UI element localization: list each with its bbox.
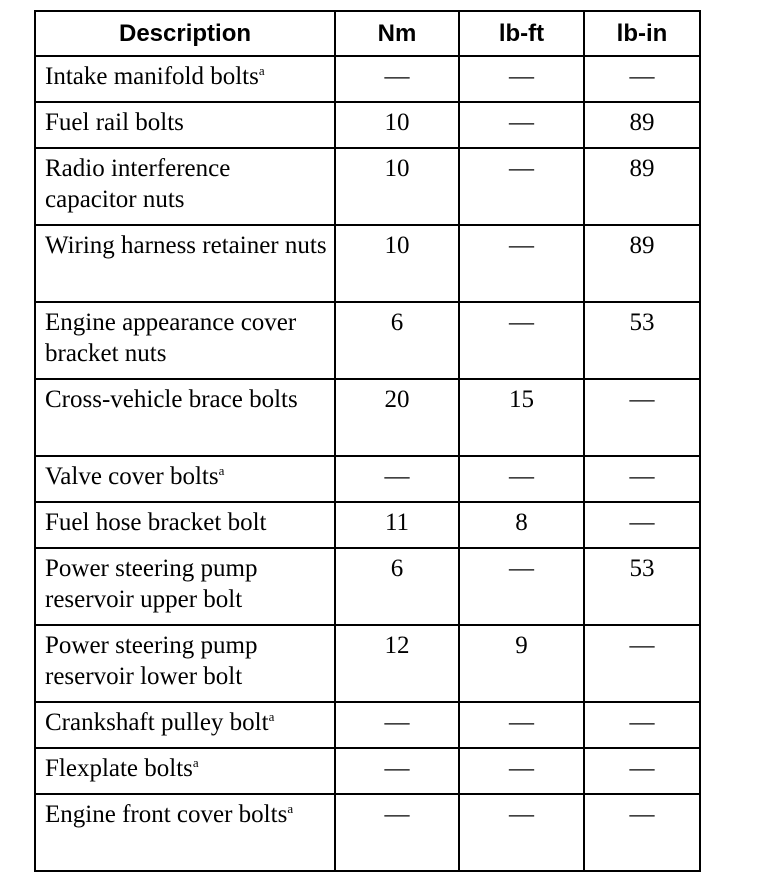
nm-cell: 20 xyxy=(335,379,459,456)
lb-ft-cell: — xyxy=(459,548,584,625)
lb-in-cell: — xyxy=(584,379,700,456)
description-cell: Flexplate bolts$^a$ xyxy=(35,748,335,794)
table-row xyxy=(35,548,700,625)
lb-in-cell: — xyxy=(584,702,700,748)
table-row xyxy=(35,225,700,302)
lb-ft-cell: 9 xyxy=(459,625,584,702)
nm-cell: 10 xyxy=(335,102,459,148)
nm-cell: 11 xyxy=(335,502,459,548)
description-cell: Engine front cover bolts$^a$ xyxy=(35,794,335,871)
nm-cell: 10 xyxy=(335,225,459,302)
nm-cell: — xyxy=(335,56,459,102)
nm-cell: 6 xyxy=(335,548,459,625)
table-row xyxy=(35,56,700,102)
nm-cell: 10 xyxy=(335,148,459,225)
description-cell: Intake manifold bolts$^a$ xyxy=(35,56,335,102)
lb-ft-cell: — xyxy=(459,225,584,302)
description-cell: Power steering pump reservoir lower bolt xyxy=(35,625,335,702)
nm-cell: 12 xyxy=(335,625,459,702)
lb-in-cell: 53 xyxy=(584,302,700,379)
table-row xyxy=(35,794,700,871)
lb-ft-cell: 15 xyxy=(459,379,584,456)
lb-in-cell: 89 xyxy=(584,102,700,148)
lb-in-cell: — xyxy=(584,56,700,102)
description-cell: Cross-vehicle brace bolts xyxy=(35,379,335,456)
description-cell: Wiring harness retainer nuts xyxy=(35,225,335,302)
lb-in-cell: — xyxy=(584,456,700,502)
torque-spec-table xyxy=(34,10,701,872)
description-cell: Valve cover bolts$^a$ xyxy=(35,456,335,502)
lb-ft-cell: — xyxy=(459,148,584,225)
footnote-marker: a xyxy=(287,801,294,816)
lb-ft-cell: — xyxy=(459,302,584,379)
header-lb-ft: lb-ft xyxy=(459,11,584,56)
description-cell: Radio interference capacitor nuts xyxy=(35,148,335,225)
lb-ft-cell: — xyxy=(459,748,584,794)
table-row xyxy=(35,702,700,748)
nm-cell: — xyxy=(335,794,459,871)
lb-in-cell: 89 xyxy=(584,148,700,225)
description-cell: Power steering pump reservoir upper bolt xyxy=(35,548,335,625)
nm-cell: — xyxy=(335,748,459,794)
table-row xyxy=(35,456,700,502)
lb-in-cell: 89 xyxy=(584,225,700,302)
lb-in-cell: — xyxy=(584,794,700,871)
header-lb-in: lb-in xyxy=(584,11,700,56)
footnote-marker: a xyxy=(258,63,265,78)
lb-in-cell: 53 xyxy=(584,548,700,625)
footnote-marker: a xyxy=(218,463,225,478)
lb-ft-cell: 8 xyxy=(459,502,584,548)
footnote-marker: a xyxy=(192,755,199,770)
nm-cell: — xyxy=(335,456,459,502)
table-row xyxy=(35,625,700,702)
footnote-marker: a xyxy=(268,709,275,724)
lb-ft-cell: — xyxy=(459,702,584,748)
lb-in-cell: — xyxy=(584,502,700,548)
header-description: Description xyxy=(35,11,335,56)
lb-in-cell: — xyxy=(584,748,700,794)
table-row xyxy=(35,148,700,225)
header-nm: Nm xyxy=(335,11,459,56)
nm-cell: — xyxy=(335,702,459,748)
lb-ft-cell: — xyxy=(459,102,584,148)
lb-ft-cell: — xyxy=(459,794,584,871)
table-row xyxy=(35,748,700,794)
table-row xyxy=(35,102,700,148)
nm-cell: 6 xyxy=(335,302,459,379)
description-cell: Crankshaft pulley bolt$^a$ xyxy=(35,702,335,748)
lb-ft-cell: — xyxy=(459,56,584,102)
header-row xyxy=(35,11,700,56)
description-cell: Fuel hose bracket bolt xyxy=(35,502,335,548)
table-row xyxy=(35,379,700,456)
description-cell: Fuel rail bolts xyxy=(35,102,335,148)
lb-ft-cell: — xyxy=(459,456,584,502)
table-row xyxy=(35,302,700,379)
table-row xyxy=(35,502,700,548)
lb-in-cell: — xyxy=(584,625,700,702)
description-cell: Engine appearance cover bracket nuts xyxy=(35,302,335,379)
